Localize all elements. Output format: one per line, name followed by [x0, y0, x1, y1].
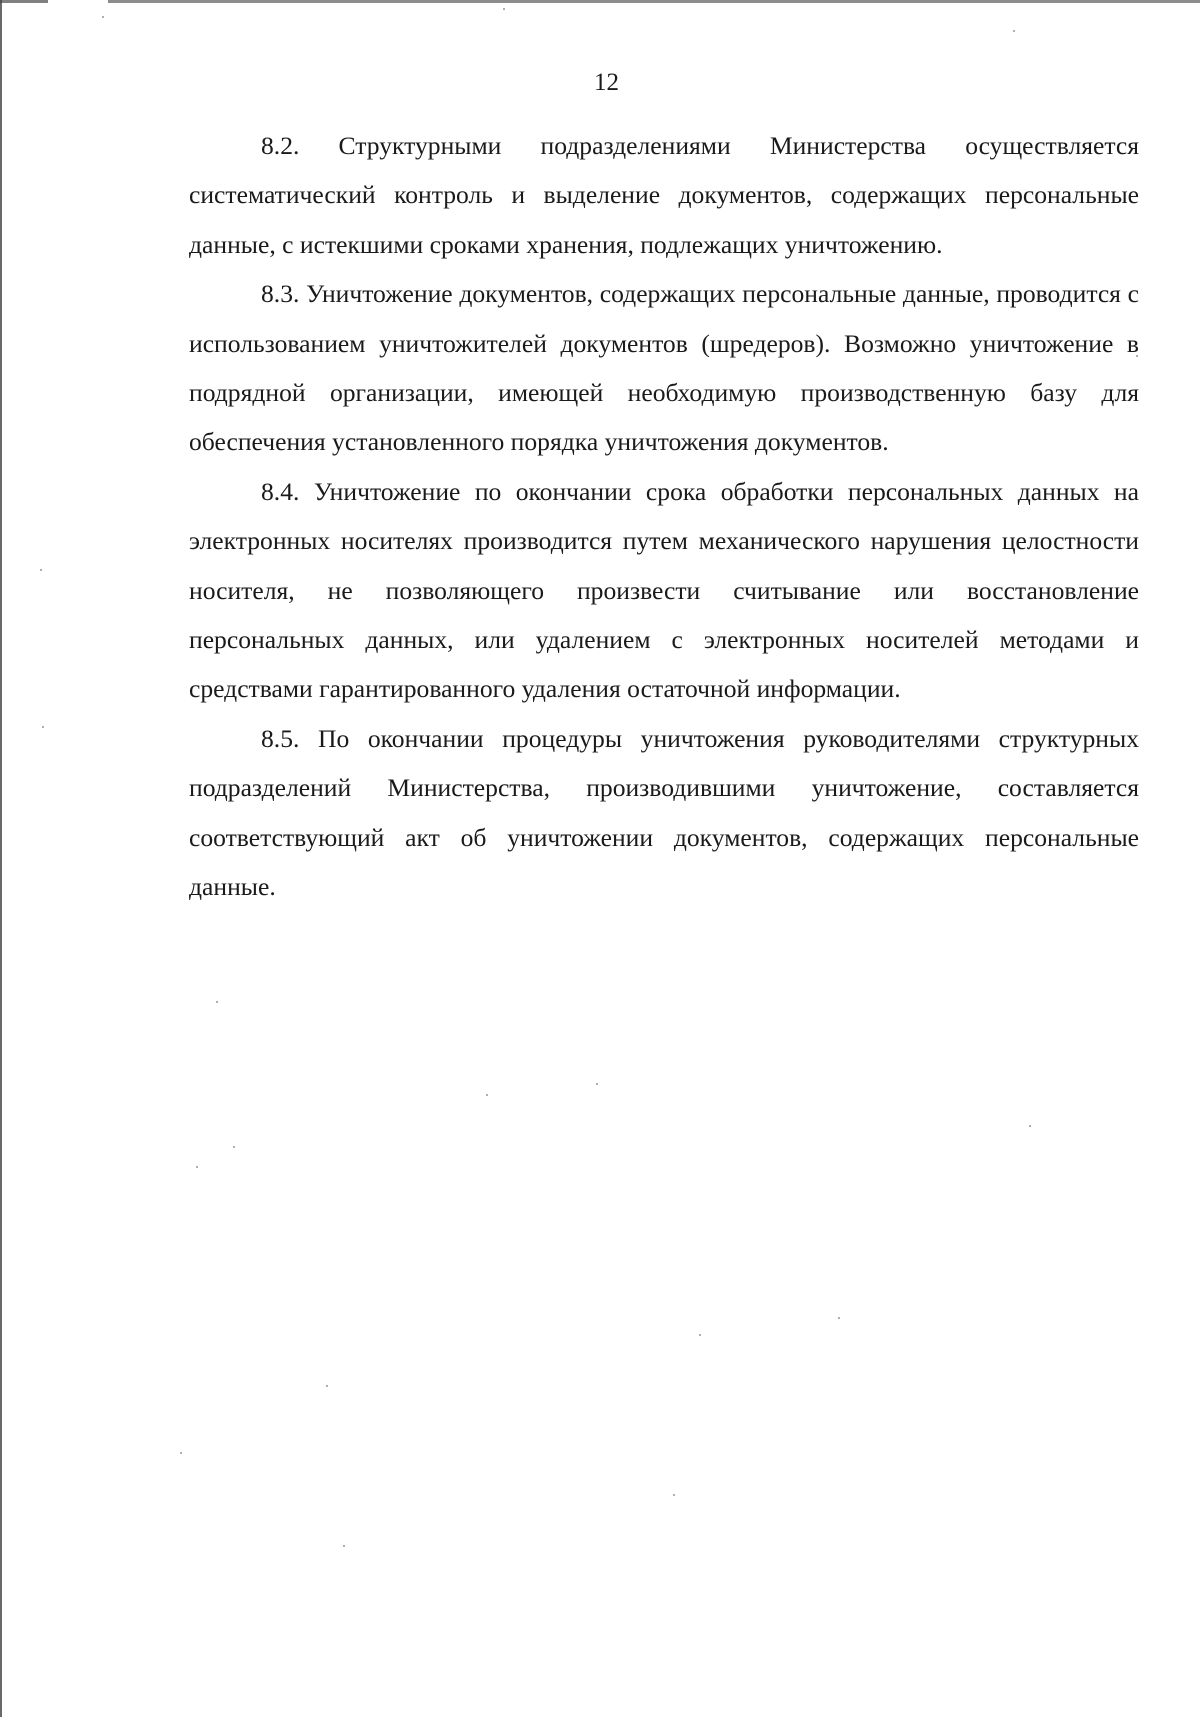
scan-speck [180, 1452, 182, 1454]
paragraph-8-5: 8.5. По окончании процедуры уничтожения руководителями структурных подразделений Министерства, производившими уничтожение, составляется соответствующий акт об уничтожении документов, содержащих персональные данные. [189, 723, 1139, 902]
scan-speck [699, 1334, 701, 1336]
scan-speck [343, 1545, 345, 1547]
paragraph-8-4: 8.4. Уничтожение по окончании срока обработки персональных данных на электронных носителях производится путем механического нарушения целостности носителя, не позволяющего произвести считывание или восстановление персональных данных, или удалением с электронных носителей методами и средствами гарантированного удаления остаточной информации. [189, 476, 1139, 704]
scan-edge-top [0, 0, 1200, 3]
paragraph-8-2: 8.2. Структурными подразделениями Министерства осуществляется систематический контроль и выделение документов, содержащих персональные данные, с истекшими сроками хранения, подлежащих уничтожению. [189, 131, 1139, 259]
scan-speck [42, 726, 44, 728]
scan-speck [40, 569, 42, 571]
scan-speck [673, 1494, 675, 1496]
scan-speck [102, 16, 104, 18]
paragraph-8-3: 8.3. Уничтожение документов, содержащих персональные данные, проводится с использованием уничтожителей документов (шредеров). Возможно уничтожение в подрядной организации, имеющей необходимую производственную базу для обеспечения установленного порядка уничтожения документов. [189, 279, 1139, 457]
scan-speck [1029, 1125, 1031, 1127]
page-number: 12 [594, 69, 619, 96]
scan-speck [596, 1083, 598, 1085]
document-body [189, 121, 1139, 912]
scan-speck [233, 1146, 235, 1148]
scan-speck [216, 1001, 218, 1003]
scan-speck [1013, 30, 1015, 32]
scan-speck [838, 1317, 840, 1319]
scan-edge-left [0, 0, 2, 1717]
scan-speck [196, 1166, 198, 1168]
scan-speck [326, 1385, 328, 1387]
scan-speck [486, 1094, 488, 1096]
scan-speck [503, 8, 505, 10]
